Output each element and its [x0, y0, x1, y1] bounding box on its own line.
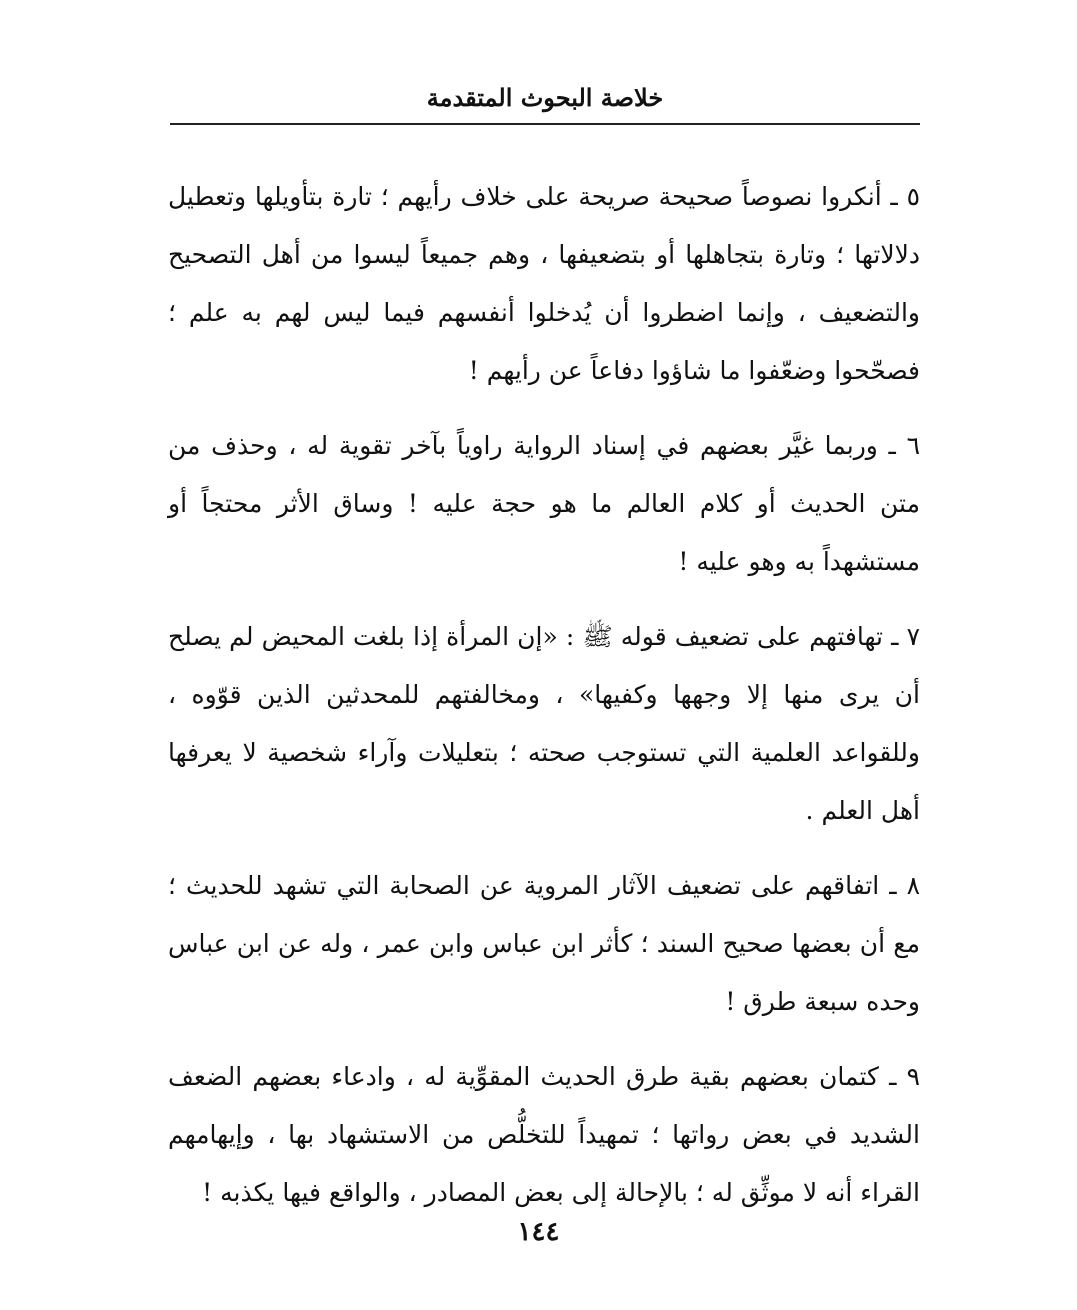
body-text — [168, 168, 920, 1239]
paragraph-5: ٥ ـ أنكروا نصوصاً صحيحة صريحة على خلاف رأيهم ؛ تارة بتأويلها وتعطيل دلالاتها ؛ وتارة بتجاهلها أو بتضعيفها ، وهم جميعاً ليسوا من أهل التصحيح والتضعيف ، وإنما اضطروا أن يُدخلوا أنفسهم فيما ليس لهم به علم ؛ فصحّحوا وضعّفوا ما شاؤوا دفاعاً عن رأيهم ! — [168, 182, 920, 385]
header-rule — [170, 123, 920, 125]
page-number: ١٤٤ — [517, 1217, 560, 1247]
paragraph-8: ٨ ـ اتفاقهم على تضعيف الآثار المروية عن الصحابة التي تشهد للحديث ؛ مع أن بعضها صحيح السند ؛ كأثر ابن عباس وابن عمر ، وله عن ابن عباس وحده سبعة طرق ! — [168, 871, 920, 1016]
paragraph-6: ٦ ـ وربما غيَّر بعضهم في إسناد الرواية راوياً بآخر تقوية له ، وحذف من متن الحديث أو كلام العالم ما هو حجة عليه ! وساق الأثر محتجاً أو مستشهداً به وهو عليه ! — [168, 431, 920, 576]
paragraph-9: ٩ ـ كتمان بعضهم بقية طرق الحديث المقوِّية له ، وادعاء بعضهم الضعف الشديد في بعض رواتها ؛ تمهيداً للتخلُّص من الاستشهاد بها ، وإيهامهم القراء أنه لا موثِّق له ؛ بالإحالة إلى بعض المصادر ، والواقع فيها يكذبه ! — [168, 1062, 920, 1207]
paragraph-7: ٧ ـ تهافتهم على تضعيف قوله ﷺ : «إن المرأة إذا بلغت المحيض لم يصلح أن يرى منها إلا وجهها وكفيها» ، ومخالفتهم للمحدثين الذين قوّوه ، وللقواعد العلمية التي تستوجب صحته ؛ بتعليلات وآراء شخصية لا يعرفها أهل العلم . — [168, 622, 920, 825]
running-header-title: خلاصة البحوث المتقدمة — [426, 83, 664, 112]
